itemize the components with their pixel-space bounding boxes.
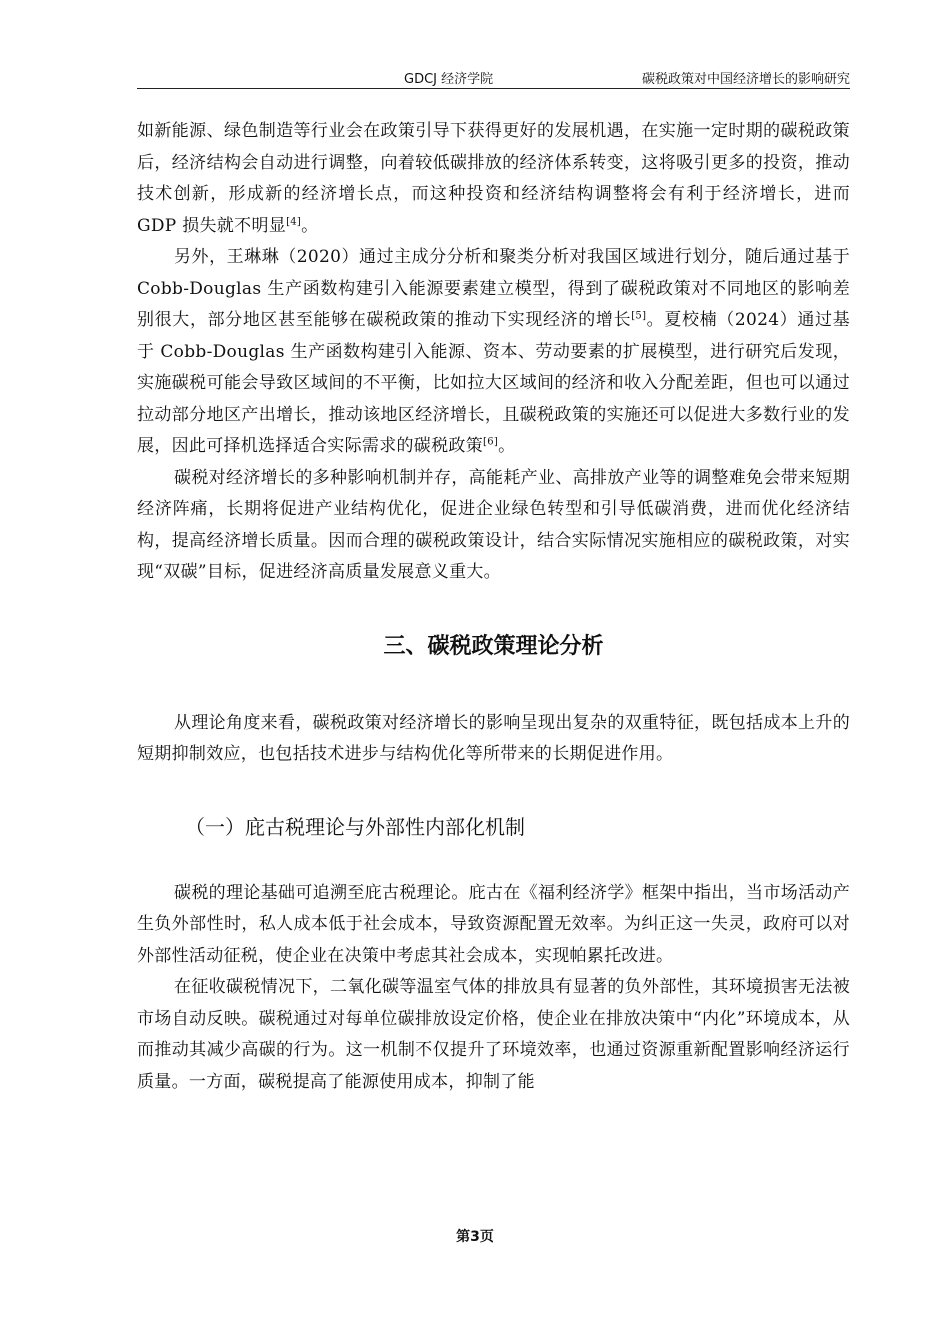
paragraph-1-end: 。 (301, 215, 319, 236)
citation-6: [6] (483, 436, 499, 448)
header-school: GDCJ 经济学院 (404, 72, 494, 87)
page-body (137, 116, 850, 1098)
paragraph-5: 碳税的理论基础可追溯至庇古税理论。庇古在《福利经济学》框架中指出，当市场活动产生负外部性时，私人成本低于社会成本，导致资源配置无效率。为纠正这一失灵，政府可以对外部性活动征税，使企业在决策中考虑其社会成本，实现帕累托改进。 (137, 882, 850, 966)
paragraph-2-text-1: 另外，王琳琳（2020）通过主成分分析和聚类分析对我国区域进行划分，随后通过基于 Cobb-Douglas 生产函数构建引入能源要素建立模型，得到了碳税政策对不同地区的影响差别很大，部分地区甚至能够在碳税政策的推动下实现经济的增长 (137, 247, 850, 330)
paragraph-2 (137, 242, 850, 463)
citation-4: [4] (286, 215, 302, 227)
paragraph-4: 从理论角度来看，碳税政策对经济增长的影响呈现出复杂的双重特征，既包括成本上升的短期抑制效应，也包括技术进步与结构优化等所带来的长期促进作用。 (137, 712, 850, 764)
citation-5: [5] (631, 310, 647, 322)
paragraph-1 (137, 116, 850, 242)
chapter-heading: 三、碳税政策理论分析 (383, 633, 604, 659)
page-number: 第3页 (456, 1229, 494, 1245)
section-heading: （一）庇古税理论与外部性内部化机制 (185, 814, 525, 839)
paragraph-6: 在征收碳税情况下，二氧化碳等温室气体的排放具有显著的负外部性，其环境损害无法被市场自动反映。碳税通过对每单位碳排放设定价格，使企业在排放决策中“内化”环境成本，从而推动其减少高碳的行为。这一机制不仅提升了环境效率，也通过资源重新配置影响经济运行质量。一方面，碳税提高了能源使用成本，抑制了能 (137, 977, 850, 1092)
paragraph-2-text-2: 。夏校楠（2024）通过基于 Cobb-Douglas 生产函数构建引入能源、资本、劳动要素的扩展模型，进行研究后发现，实施碳税可能会导致区域间的不平衡，比如拉大区域间的经济和收入分配差距，但也可以通过拉动部分地区产出增长，推动该地区经济增长，且碳税政策的实施还可以促进大多数行业的发展，因此可择机选择适合实际需求的碳税政策 (137, 310, 850, 456)
paragraph-1-text: 如新能源、绿色制造等行业会在政策引导下获得更好的发展机遇，在实施一定时期的碳税政策后，经济结构会自动进行调整，向着较低碳排放的经济体系转变，这将吸引更多的投资，推动技术创新，形成新的经济增长点，而这种投资和经济结构调整将会有利于经济增长，进而 GDP 损失就不明显 (137, 121, 850, 236)
paragraph-2-end: 。 (498, 436, 516, 456)
paragraph-3: 碳税对经济增长的多种影响机制并存，高能耗产业、高排放产业等的调整难免会带来短期经济阵痛，长期将促进产业结构优化，促进企业绿色转型和引导低碳消费，进而优化经济结构，提高经济增长质量。因而合理的碳税政策设计，结合实际情况实施相应的碳税政策，对实现“双碳”目标，促进经济高质量发展意义重大。 (137, 467, 850, 582)
header-title: 碳税政策对中国经济增长的影响研究 (641, 72, 850, 87)
page-header (137, 62, 850, 89)
